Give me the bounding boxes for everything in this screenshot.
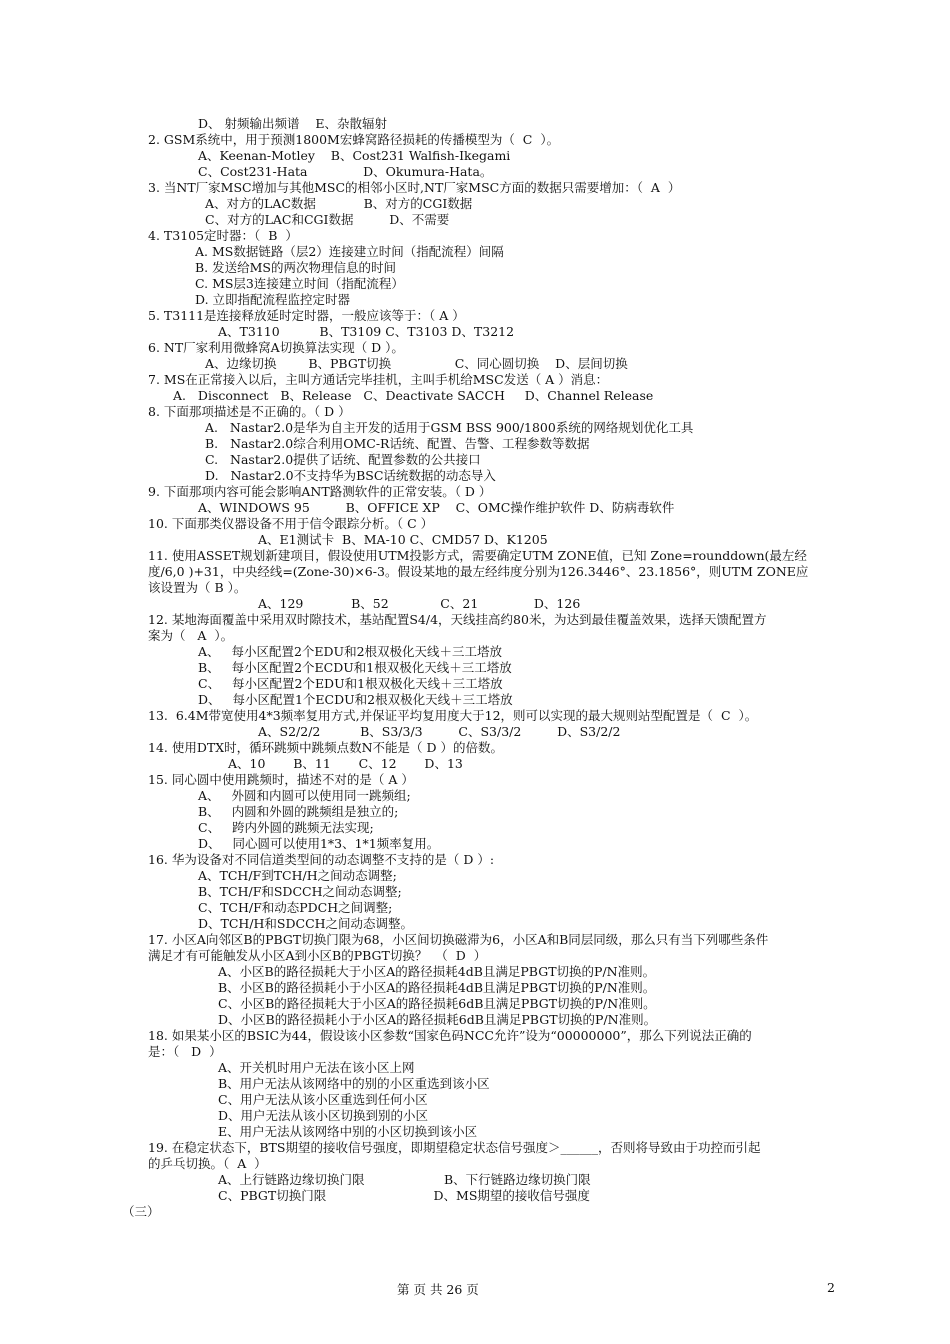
text-line: 的乒乓切换。（ A ） xyxy=(148,1156,267,1171)
text-line: A. MS数据链路（层2）连接建立时间（指配流程）间隔 xyxy=(195,244,504,259)
text-line: A、TCH/F到TCH/H之间动态调整; xyxy=(198,868,397,883)
text-line: A、 每小区配置2个EDU和2根双极化天线＋三工塔放 xyxy=(198,644,503,659)
page-footer-center: 第 页 共 26 页 xyxy=(397,1282,479,1297)
text-line: 是：（ D ） xyxy=(148,1044,222,1059)
text-line: C. MS层3连接建立时间（指配流程） xyxy=(195,276,404,291)
text-line: A、开关机时用户无法在该小区上网 xyxy=(218,1060,415,1075)
text-line: 14. 使用DTX时，循环跳频中跳频点数N不能是（ D ）的倍数。 xyxy=(148,740,504,755)
text-line: A、Keenan-Motley B、Cost231 Walfish-Ikegami xyxy=(198,148,511,163)
text-line: 6. NT厂家利用微蜂窝A切换算法实现（ D ）。 xyxy=(148,340,404,355)
text-line: 9. 下面那项内容可能会影响ANT路测软件的正常安装。（ D ） xyxy=(148,484,492,499)
text-line: C、Cost231-Hata D、Okumura-Hata。 xyxy=(198,164,493,179)
text-line: A、上行链路边缘切换门限 B、下行链路边缘切换门限 xyxy=(218,1172,591,1187)
text-line: C、对方的LAC和CGI数据 D、不需要 xyxy=(205,212,450,227)
text-line: 16. 华为设备对不同信道类型间的动态调整不支持的是（ D ）: xyxy=(148,852,495,867)
text-line: （三） xyxy=(122,1204,160,1219)
text-line: C、TCH/F和动态PDCH之间调整; xyxy=(198,900,393,915)
text-line: C、 每小区配置2个EDU和1根双极化天线＋三工塔放 xyxy=(198,676,503,691)
text-line: 8. 下面那项描述是不正确的。（ D ） xyxy=(148,404,351,419)
text-line: A. Disconnect B、Release C、Deactivate SACCH D、Channel Release xyxy=(173,388,654,403)
text-line: E、用户无法从该网络中别的小区切换到该小区 xyxy=(218,1124,478,1139)
text-line: 该设置为（ B ）。 xyxy=(148,580,247,595)
text-line: A、对方的LAC数据 B、对方的CGI数据 xyxy=(205,196,473,211)
text-line: 15. 同心圆中使用跳频时，描述不对的是（ A ） xyxy=(148,772,414,787)
page-number: 2 xyxy=(827,1280,835,1295)
text-line: C、用户无法从该小区重选到任何小区 xyxy=(218,1092,428,1107)
text-line: D、用户无法从该小区切换到别的小区 xyxy=(218,1108,429,1123)
text-line: D、 射频输出频谱 E、杂散辐射 xyxy=(198,116,388,131)
text-line: 4. T3105定时器：（ B ） xyxy=(148,228,298,243)
text-line: B. 发送给MS的两次物理信息的时间 xyxy=(195,260,396,275)
text-line: 7. MS在正常接入以后，主叫方通话完毕挂机，主叫手机给MSC发送（ A ）消息： xyxy=(148,372,609,387)
text-line: B、小区B的路径损耗小于小区A的路径损耗4dB且满足PBGT切换的P/N准则。 xyxy=(218,980,656,995)
text-line: 19. 在稳定状态下，BTS期望的接收信号强度，即期望稳定状态信号强度＞______，否则将导致由于功控而引起 xyxy=(148,1140,761,1155)
text-line: 12. 某地海面覆盖中采用双时隙技术，基站配置S4/4，天线挂高约80米，为达到最佳覆盖效果，选择天馈配置方 xyxy=(148,612,767,627)
text-line: 17. 小区A向邻区B的PBGT切换门限为68，小区间切换磁滞为6，小区A和B同层同级，那么只有当下列哪些条件 xyxy=(148,932,769,947)
text-line: A、 外圆和内圆可以使用同一跳频组; xyxy=(198,788,411,803)
text-line: D、 同心圆可以使用1*3、1*1频率复用。 xyxy=(198,836,440,851)
text-line: A、129 B、52 C、21 D、126 xyxy=(258,596,581,611)
text-line: 3. 当NT厂家MSC增加与其他MSC的相邻小区时,NT厂家MSC方面的数据只需要增加：（ A ） xyxy=(148,180,681,195)
text-line: D、TCH/H和SDCCH之间动态调整。 xyxy=(198,916,414,931)
text-line: B、 每小区配置2个ECDU和1根双极化天线＋三工塔放 xyxy=(198,660,512,675)
text-line: D. Nastar2.0不支持华为BSC话统数据的动态导入 xyxy=(205,468,496,483)
text-line: 案为（ A ）。 xyxy=(148,628,234,643)
text-line: B、 内圆和外圆的跳频组是独立的; xyxy=(198,804,399,819)
text-line: B. Nastar2.0综合利用OMC-R话统、配置、告警、工程参数等数据 xyxy=(205,436,590,451)
text-line: A、S2/2/2 B、S3/3/3 C、S3/3/2 D、S3/2/2 xyxy=(258,724,621,739)
text-line: 18. 如果某小区的BSIC为44，假设该小区参数“国家色码NCC允许”设为“00000000”，那么下列说法正确的 xyxy=(148,1028,752,1043)
text-line: A、边缘切换 B、PBGT切换 C、同心圆切换 D、层间切换 xyxy=(205,356,628,371)
text-line: C、 跨内外圆的跳频无法实现; xyxy=(198,820,374,835)
text-line: A、小区B的路径损耗大于小区A的路径损耗4dB且满足PBGT切换的P/N准则。 xyxy=(218,964,656,979)
text-line: C. Nastar2.0提供了话统、配置参数的公共接口 xyxy=(205,452,481,467)
text-line: 度/6,0 )+31，中央经线=(Zone-30)×6-3。假设某地的最左经纬度分别为126.3446°、23.1856°，则UTM ZONE应 xyxy=(148,564,809,579)
text-line: A. Nastar2.0是华为自主开发的适用于GSM BSS 900/1800系统的网络规划优化工具 xyxy=(205,420,694,435)
text-line: C、小区B的路径损耗大于小区A的路径损耗6dB且满足PBGT切换的P/N准则。 xyxy=(218,996,656,1011)
text-line: A、WINDOWS 95 B、OFFICE XP C、OMC操作维护软件 D、防病毒软件 xyxy=(198,500,675,515)
text-line: 5. T3111是连接释放延时定时器，一般应该等于：（ A ） xyxy=(148,308,465,323)
text-line: C、PBGT切换门限 D、MS期望的接收信号强度 xyxy=(218,1188,590,1203)
text-line: 10. 下面那类仪器设备不用于信令跟踪分析。（ C ） xyxy=(148,516,434,531)
text-line: A、E1测试卡 B、MA-10 C、CMD57 D、K1205 xyxy=(258,532,548,547)
text-line: B、用户无法从该网络中的别的小区重选到该小区 xyxy=(218,1076,490,1091)
text-line: B、TCH/F和SDCCH之间动态调整; xyxy=(198,884,402,899)
text-line: D、 每小区配置1个ECDU和2根双极化天线＋三工塔放 xyxy=(198,692,513,707)
text-line: 11. 使用ASSET规划新建项目，假设使用UTM投影方式，需要确定UTM ZONE值，已知 Zone=rounddown(最左经 xyxy=(148,548,807,563)
text-line: A、10 B、11 C、12 D、13 xyxy=(228,756,463,771)
text-line: D、小区B的路径损耗小于小区A的路径损耗6dB且满足PBGT切换的P/N准则。 xyxy=(218,1012,657,1027)
text-line: 2. GSM系统中，用于预测1800M宏蜂窝路径损耗的传播模型为（ C ）。 xyxy=(148,132,560,147)
text-line: D. 立即指配流程监控定时器 xyxy=(195,292,351,307)
text-line: 满足才有可能触发从小区A到小区B的PBGT切换？ （ D ） xyxy=(148,948,487,963)
text-line: A、T3110 B、T3109 C、T3103 D、T3212 xyxy=(218,324,515,339)
text-line: 13. 6.4M带宽使用4*3频率复用方式,并保证平均复用度大于12，则可以实现的最大规则站型配置是（ C ）。 xyxy=(148,708,758,723)
